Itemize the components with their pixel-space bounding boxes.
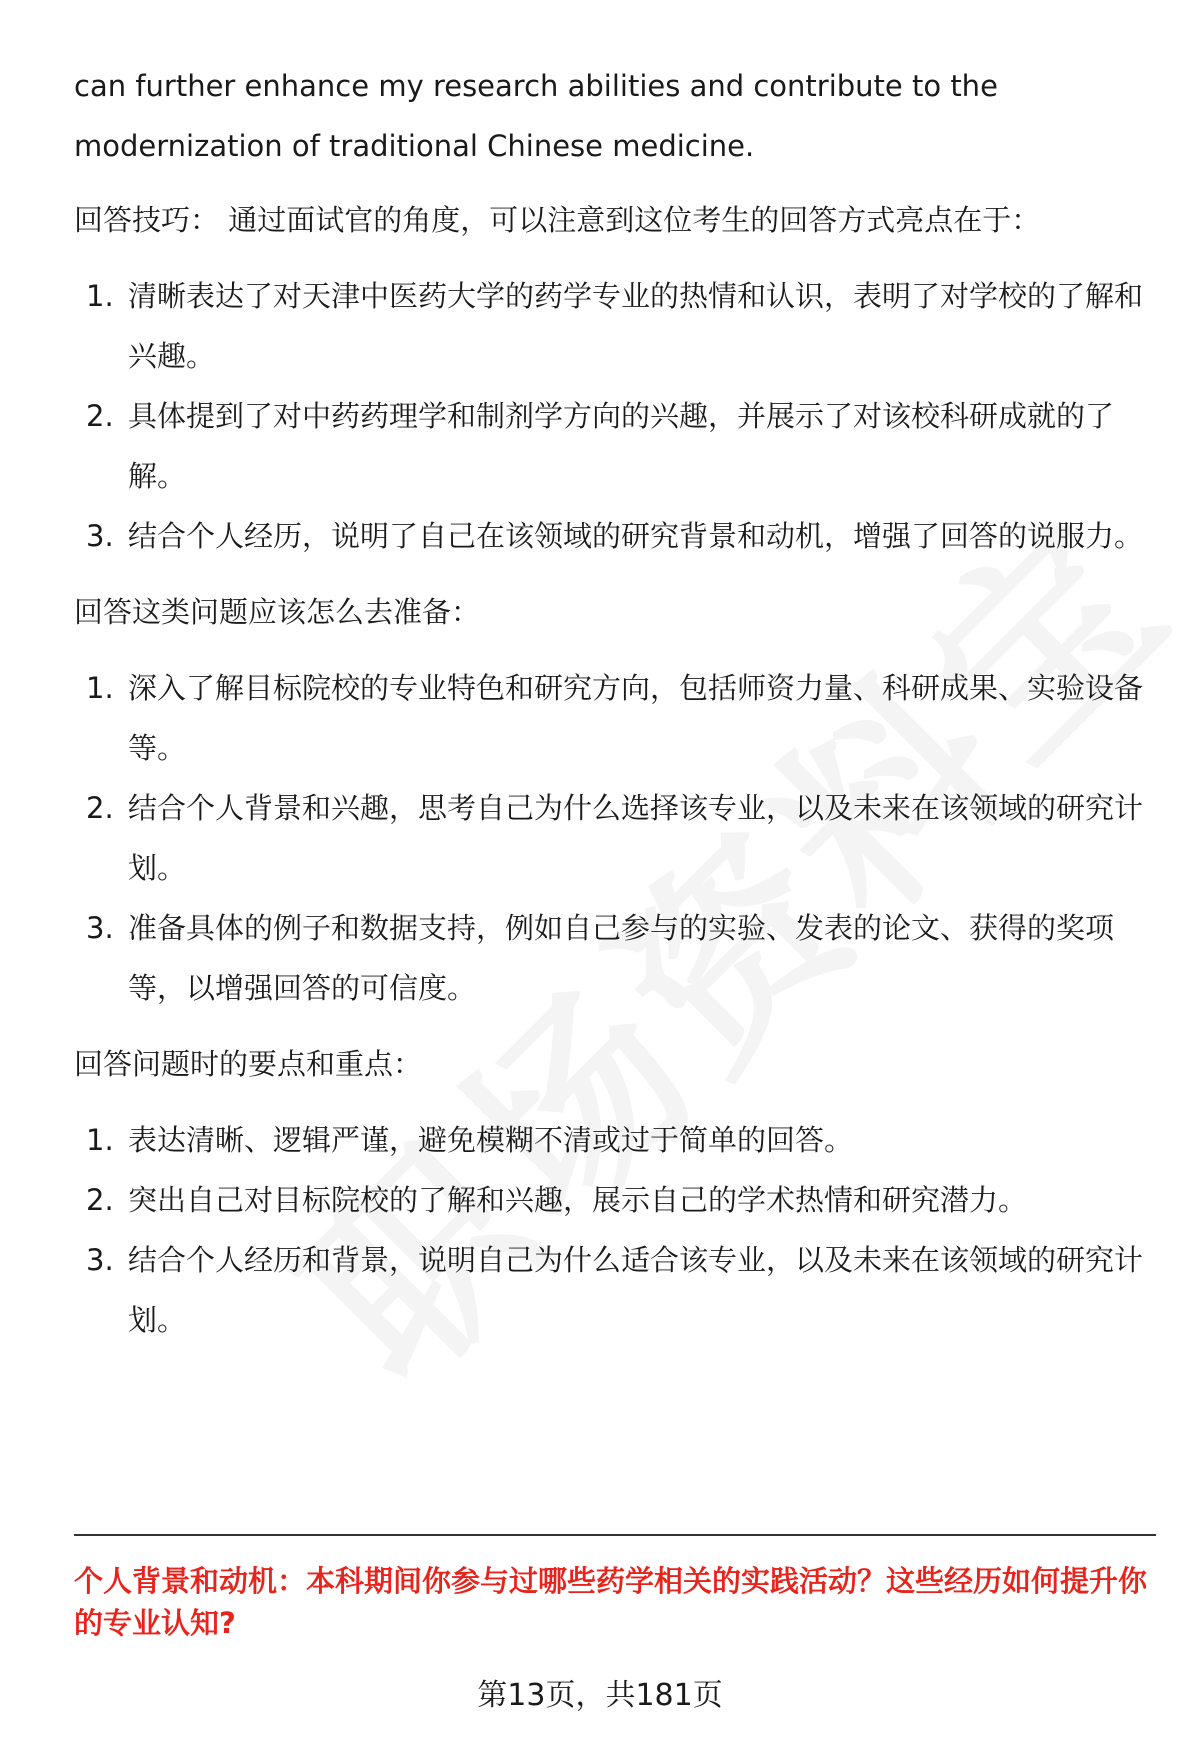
list-number: 2. — [86, 1183, 114, 1217]
list-number: 2. — [86, 791, 114, 825]
tips-list — [74, 266, 1154, 566]
list-text: 表达清晰、逻辑严谨，避免模糊不清或过于简单的回答。 — [128, 1123, 854, 1157]
list-text: 清晰表达了对天津中医药大学的药学专业的热情和认识，表明了对学校的了解和兴趣。 — [128, 279, 1144, 373]
list-item — [74, 1110, 1154, 1170]
list-item — [74, 778, 1154, 898]
list-item — [74, 1170, 1154, 1230]
section-divider — [74, 1534, 1156, 1536]
list-text: 结合个人经历，说明了自己在该领域的研究背景和动机，增强了回答的说服力。 — [128, 519, 1144, 553]
list-number: 1. — [86, 671, 114, 705]
list-number: 3. — [86, 1243, 114, 1277]
list-number: 1. — [86, 1123, 114, 1157]
keypoints-list — [74, 1110, 1154, 1350]
list-item — [74, 658, 1154, 778]
list-text: 准备具体的例子和数据支持，例如自己参与的实验、发表的论文、获得的奖项等，以增强回答的可信度。 — [128, 911, 1115, 1005]
list-number: 3. — [86, 911, 114, 945]
list-text: 结合个人背景和兴趣，思考自己为什么选择该专业，以及未来在该领域的研究计划。 — [128, 791, 1144, 885]
list-number: 3. — [86, 519, 114, 553]
list-item — [74, 266, 1154, 386]
list-item — [74, 506, 1154, 566]
list-text: 深入了解目标院校的专业特色和研究方向，包括师资力量、科研成果、实验设备等。 — [128, 671, 1144, 765]
list-text: 结合个人经历和背景，说明自己为什么适合该专业，以及未来在该领域的研究计划。 — [128, 1243, 1144, 1337]
page-number: 第13页，共181页 — [477, 1678, 723, 1713]
next-question-heading: 个人背景和动机：本科期间你参与过哪些药学相关的实践活动？这些经历如何提升你的专业认知? — [74, 1564, 1148, 1640]
list-text: 突出自己对目标院校的了解和兴趣，展示自己的学术热情和研究潜力。 — [128, 1183, 1028, 1217]
intro-line-1: can further enhance my research abilities and contribute to the — [74, 69, 998, 103]
prepare-list — [74, 658, 1154, 1018]
prepare-heading: 回答这类问题应该怎么去准备： — [74, 595, 481, 629]
list-item — [74, 386, 1154, 506]
intro-line-2: modernization of traditional Chinese medicine. — [74, 129, 755, 163]
list-item — [74, 1230, 1154, 1350]
list-number: 1. — [86, 279, 114, 313]
tips-heading: 回答技巧： 通过面试官的角度，可以注意到这位考生的回答方式亮点在于： — [74, 203, 1041, 237]
list-text: 具体提到了对中药药理学和制剂学方向的兴趣，并展示了对该校科研成就的了解。 — [128, 399, 1115, 493]
page-content — [74, 56, 1154, 1366]
list-item — [74, 898, 1154, 1018]
keypoints-heading: 回答问题时的要点和重点： — [74, 1047, 423, 1081]
list-number: 2. — [86, 399, 114, 433]
